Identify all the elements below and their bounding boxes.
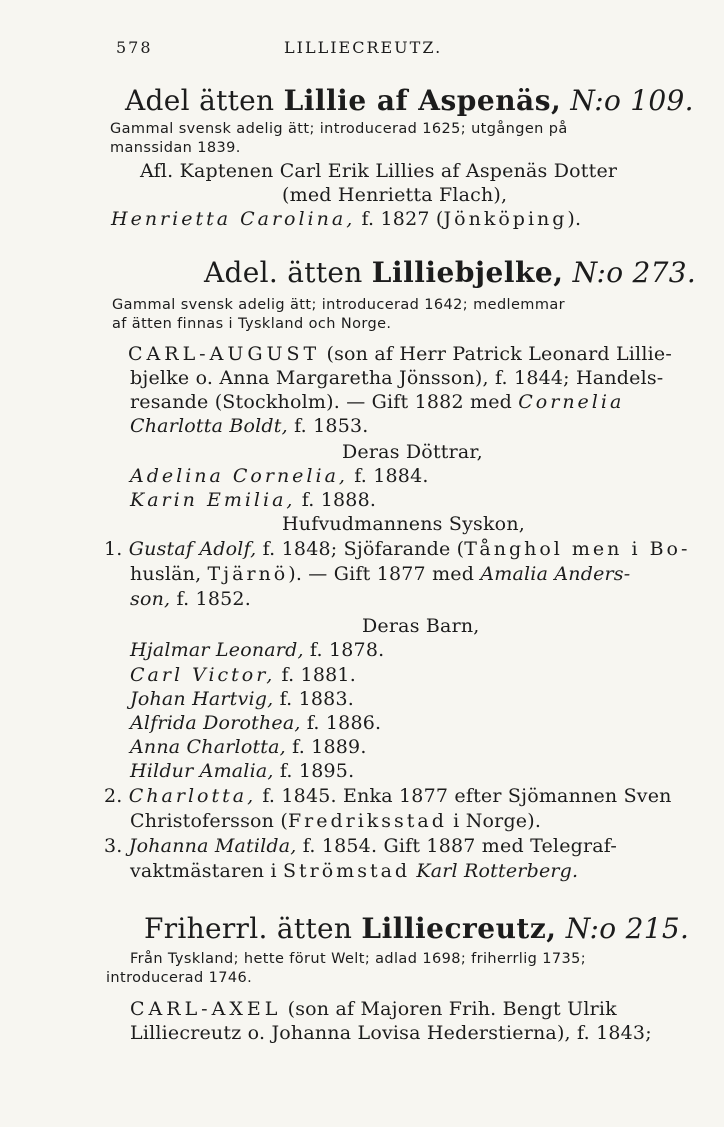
person-name: Charlotta,	[128, 785, 257, 807]
charlotta-line-2	[130, 809, 541, 833]
lillie-henrietta	[111, 207, 581, 231]
lilliebjelke-desc-2: af ätten finnas i Tyskland och Norge.	[112, 316, 392, 332]
person-name: Henrietta Carolina,	[111, 208, 356, 230]
child-3	[130, 687, 354, 711]
lillie-afl: Afl. Kaptenen Carl Erik Lillies af Aspenäs Dotter	[140, 160, 618, 182]
lillie-afl-2: (med Henrietta Flach),	[282, 184, 508, 206]
entry-number: 2.	[104, 785, 123, 807]
family-number: N:o 215.	[565, 912, 690, 945]
carl-axel-line-1	[130, 997, 617, 1021]
daughter-1	[130, 464, 429, 488]
section-title-lilliebjelke	[204, 256, 696, 290]
birth-text: f. 1886.	[300, 712, 382, 734]
person-name: Karin Emilia,	[130, 489, 296, 511]
spouse-name: Amalia Anders-	[480, 563, 631, 585]
place-name: Tånghol men i Bo-	[464, 538, 691, 560]
person-name: Alfrida Dorothea,	[130, 712, 301, 734]
entry-text: Christofersson (	[130, 810, 288, 832]
spouse-name: son,	[130, 588, 171, 610]
entry-text: huslän,	[130, 563, 208, 585]
spouse-name: Cornelia	[518, 391, 625, 413]
gustaf-line-3	[130, 587, 251, 611]
page-number: 578	[116, 38, 153, 57]
lillie-desc-2: manssidan 1839.	[110, 140, 241, 156]
place-name: Tjärnö	[207, 563, 289, 585]
birth-text: f. 1853.	[287, 415, 369, 437]
place-name: Jönköping	[443, 208, 568, 230]
johanna-line-1	[104, 834, 617, 858]
entry-text: f. 1848; Sjöfarande (	[256, 538, 465, 560]
entry-text: (son af Majoren Frih. Bengt Ulrik	[281, 998, 617, 1020]
carl-august-line-2: bjelke o. Anna Margaretha Jönsson), f. 1844; Handels-	[130, 367, 664, 389]
spouse-name: Charlotta Boldt,	[130, 415, 288, 437]
person-name: Carl Victor,	[130, 664, 276, 686]
entry-text: ). — Gift 1877 med	[288, 563, 481, 585]
person-name: CARL-AUGUST	[128, 343, 321, 365]
entry-text: (son af Herr Patrick Leonard Lillie-	[320, 343, 672, 365]
child-4	[130, 711, 381, 735]
title-prefix: Friherrl. ätten	[144, 912, 362, 945]
child-1	[130, 638, 384, 662]
person-name: Johanna Matilda,	[128, 835, 297, 857]
birth-text: f. 1895.	[273, 760, 355, 782]
entry-text: f. 1854. Gift 1887 med Telegraf-	[296, 835, 617, 857]
person-name: Hildur Amalia,	[130, 760, 274, 782]
family-name: Lilliebjelke,	[371, 256, 564, 289]
birth-text: f. 1878.	[303, 639, 385, 661]
syskon-heading: Hufvudmannens Syskon,	[282, 513, 525, 535]
daughter-2	[130, 488, 376, 512]
person-name: Adelina Cornelia,	[130, 465, 348, 487]
person-name: Hjalmar Leonard,	[130, 639, 304, 661]
entry-number: 3.	[104, 835, 123, 857]
person-name: Anna Charlotta,	[130, 736, 286, 758]
section-title-lillie	[125, 84, 694, 118]
person-name: Gustaf Adolf,	[128, 538, 257, 560]
lilliecreutz-desc-1: Från Tyskland; hette förut Welt; adlad 1698; friherrlig 1735;	[130, 951, 587, 967]
entry-text: i Norge).	[446, 810, 542, 832]
entry-number: 1.	[104, 538, 123, 560]
birth-text: f. 1888.	[295, 489, 377, 511]
running-title: LILLIECREUTZ.	[284, 38, 443, 57]
child-2	[130, 663, 356, 687]
dottrar-heading: Deras Döttrar,	[342, 441, 483, 463]
section-title-lilliecreutz	[144, 912, 689, 946]
barn-heading: Deras Barn,	[362, 615, 480, 637]
child-6	[130, 759, 354, 783]
title-prefix: Adel ätten	[125, 84, 284, 117]
carl-august-line-3	[130, 390, 624, 414]
closing-text: ).	[567, 208, 582, 230]
spouse-name: Karl Rotterberg.	[410, 860, 579, 882]
birth-text: f. 1883.	[273, 688, 354, 710]
lilliecreutz-desc-2: introducerad 1746.	[106, 970, 253, 986]
entry-text: vaktmästaren i	[130, 860, 283, 882]
person-name: Johan Hartvig,	[130, 688, 274, 710]
place-name: Strömstad	[283, 860, 411, 882]
family-number: N:o 273.	[572, 256, 697, 289]
carl-august-line-4	[130, 414, 369, 438]
gustaf-line-2	[130, 562, 630, 586]
lilliebjelke-desc-1: Gammal svensk adelig ätt; introducerad 1642; medlemmar	[112, 297, 565, 313]
birth-text: f. 1881.	[275, 664, 356, 686]
child-5	[130, 735, 367, 759]
family-name: Lillie af Aspenäs,	[283, 84, 562, 117]
birth-text: f. 1852.	[170, 588, 251, 610]
birth-text: f. 1889.	[285, 736, 367, 758]
birth-text: f. 1827 (	[355, 208, 444, 230]
lillie-desc-1: Gammal svensk adelig ätt; introducerad 1625; utgången på	[110, 121, 568, 137]
birth-text: f. 1884.	[347, 465, 429, 487]
family-number: N:o 109.	[570, 84, 694, 117]
entry-text: f. 1845. Enka 1877 efter Sjömannen Sven	[256, 785, 672, 807]
family-name: Lilliecreutz,	[361, 912, 557, 945]
person-name: CARL-AXEL	[130, 998, 282, 1020]
carl-axel-line-2: Lilliecreutz o. Johanna Lovisa Hederstierna), f. 1843;	[130, 1022, 652, 1044]
johanna-line-2	[130, 859, 578, 883]
entry-text: resande (Stockholm). — Gift 1882 med	[130, 391, 519, 413]
title-prefix: Adel. ätten	[204, 256, 372, 289]
place-name: Fredriksstad	[287, 810, 447, 832]
carl-august-line-1	[128, 342, 672, 366]
charlotta-line-1	[104, 784, 672, 808]
gustaf-line-1	[104, 537, 690, 561]
